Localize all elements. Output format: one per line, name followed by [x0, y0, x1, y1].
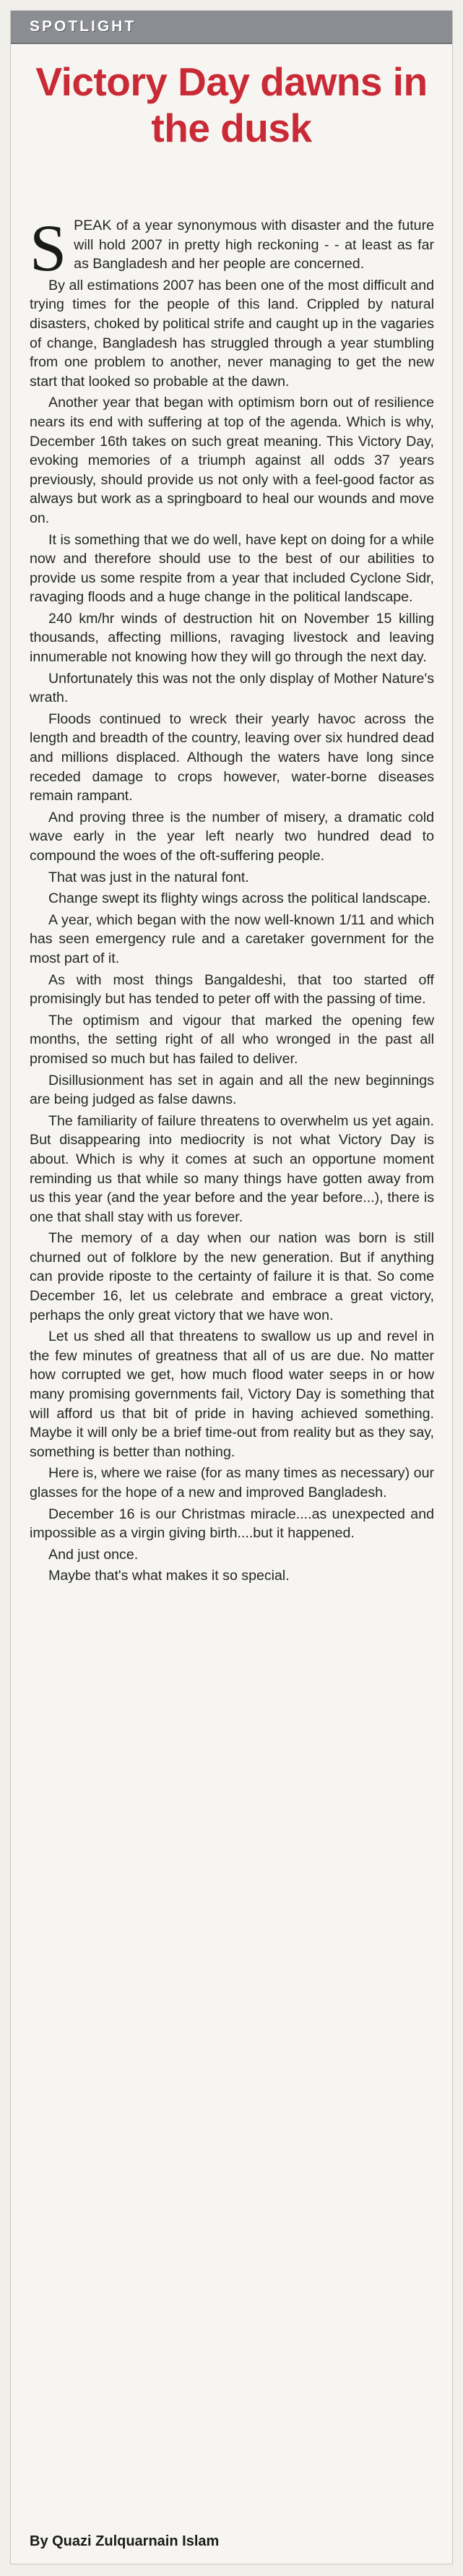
- article-paragraph: Floods continued to wreck their yearly havoc across the length and breadth of the country, leaving over six hundred dead and millions displaced. Although the waters have long since receded damage to crops however, water-borne diseases remain rampant.: [30, 710, 434, 804]
- article-paragraph: Let us shed all that threatens to swallow us up and revel in the few minutes of greatness that all of us are due. No matter how corrupted we get, how much flood water seeps in or how many promising governments fail, Victory Day is something that will afford us that bit of pride in having achieved something. Maybe it will only be a brief time-out from reality but as they say, something is better than nothing.: [30, 1328, 434, 1460]
- article-paragraph: The optimism and vigour that marked the opening few months, the setting right of all who wronged in the past all promised so much but has failed to deliver.: [30, 1012, 434, 1067]
- article-paragraph: Unfortunately this was not the only display of Mother Nature's wrath.: [30, 670, 434, 706]
- article-paragraph: [30, 211, 434, 285]
- article-paragraph: December 16 is our Christmas miracle....as unexpected and impossible as a virgin giving birth....but it happened.: [30, 1506, 434, 1542]
- article-paragraph: The memory of a day when our nation was born is still churned out of folklore by the new generation. But if anything can provide riposte to the certainty of failure it is that. So come December 16, let us celebrate and embrace a great victory, perhaps the only great victory that we have won.: [30, 1230, 434, 1323]
- article-paragraph: And proving three is the number of misery, a dramatic cold wave early in the year left nearly two hundred dead to compound the woes of the oft-suffering people.: [30, 809, 434, 864]
- article-paragraph: The familiarity of failure threatens to overwhelm us yet again. But disappearing into mediocrity is not what Victory Day is about. Which is why it comes at such an opportune moment reminding us that while so many things have gotten away from us this year (and the year before and the year before...), there is one that shall stay with us forever.: [30, 1112, 434, 1225]
- section-banner: [11, 11, 452, 44]
- paragraph-text: PEAK of a year synonymous with disaster and the future will hold 2007 in pretty high reckoning - - at least as far as Bangladesh and her people are concerned.: [74, 218, 434, 272]
- article-paragraph: Maybe that's what makes it so special.: [48, 1568, 290, 1584]
- section-label: SPOTLIGHT: [30, 18, 137, 35]
- article-body: [30, 211, 434, 1588]
- article-paragraph: It is something that we do well, have kept on doing for a while now and therefore should use to the best of our abilities to provide us some respite from a year that included Cyclone Sidr, ravaging floods and a huge change in the political landscape.: [30, 531, 434, 606]
- article-paragraph: Change swept its flighty wings across the political landscape.: [48, 890, 431, 907]
- byline: By Quazi Zulquarnain Islam: [30, 2533, 220, 2549]
- article-paragraph: As with most things Bangaldeshi, that too started off promisingly but has tended to peter off with the passing of time.: [30, 971, 434, 1008]
- drop-cap: S: [30, 211, 67, 285]
- article-paragraph: That was just in the natural font.: [48, 869, 249, 885]
- article-paragraph: By all estimations 2007 has been one of the most difficult and trying times for the people of this land. Crippled by natural disasters, choked by political strife and caught up in the vagaries of change, Bangladesh has struggled through a year stumbling from one problem to another, never managing to get the new start that looked so probable at the dawn.: [30, 277, 434, 390]
- article-paragraph: Here is, where we raise (for as many times as necessary) our glasses for the hope of a new and improved Bangladesh.: [30, 1465, 434, 1500]
- article-paragraph: 240 km/hr winds of destruction hit on November 15 killing thousands, affecting millions, ravaging livestock and leaving innumerable not knowing how they will go through the next day.: [30, 610, 434, 666]
- headline: Victory Day dawns in the dusk: [35, 59, 428, 150]
- article-paragraph: And just once.: [48, 1546, 139, 1563]
- article-paragraph: Another year that began with optimism born out of resilience nears its end with suffering at top of the agenda. Which is why, December 16th takes on such great meaning. This Victory Day, evoking memories of a triumph against all odds 37 years previously, should provide us not only with a feel-good factor as always but work as a springboard to heal our wounds and move on.: [30, 395, 434, 526]
- article-paragraph: Disillusionment has set in again and all the new beginnings are being judged as false dawns.: [30, 1072, 434, 1108]
- news-clipping: [10, 10, 453, 2564]
- article-paragraph: A year, which began with the now well-known 1/11 and which has seen emergency rule and a caretaker government for the most part of it.: [30, 911, 434, 966]
